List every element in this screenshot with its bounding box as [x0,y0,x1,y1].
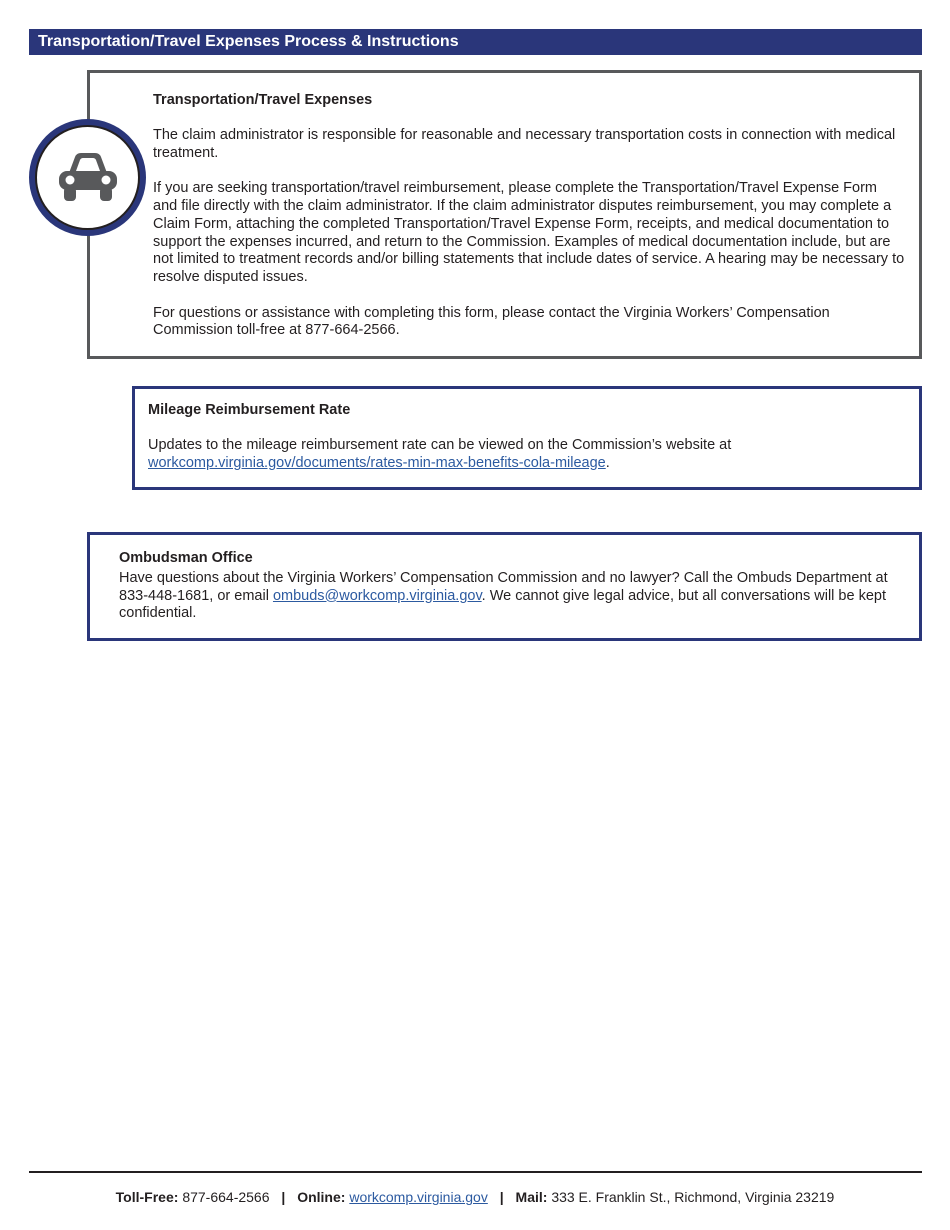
footer-tollfree-label: Toll-Free: [115,1189,179,1205]
transportation-content [153,92,905,358]
mileage-rates-link[interactable]: workcomp.virginia.gov/documents/rates-min-max-benefits-cola-mileage [148,454,606,471]
ombudsman-box [87,532,922,641]
mileage-heading: Mileage Reimbursement Rate [148,402,351,418]
ombudsman-email-link[interactable]: ombuds@workcomp.virginia.gov [272,587,482,604]
mileage-text-body: Updates to the mileage reimbursement rate can be viewed on the Commission’s website at [148,437,732,453]
mileage-box [132,386,922,490]
car-icon-badge-inner [35,125,140,230]
ombudsman-heading: Ombudsman Office [119,550,253,566]
mileage-text [148,437,907,472]
transportation-heading: Transportation/Travel Expenses [153,92,373,108]
mileage-content [148,402,907,472]
transportation-box [87,70,922,359]
footer-mail-value: 333 E. Franklin St., Richmond, Virginia 23219 [551,1189,835,1205]
footer-tollfree-value: 877-664-2566 [182,1189,270,1205]
ombudsman-text [119,570,907,623]
transportation-paragraph-1: The claim administrator is responsible for reasonable and necessary transportation costs in connection with medical treatment. [153,127,896,161]
footer-online-label: Online: [297,1189,346,1205]
ombudsman-text-before: Have questions about the Virginia Workers’ Compensation Commission and no lawyer? Call the Ombuds Department at 833-448-1681, or email [119,570,888,604]
transportation-paragraph-3: For questions or assistance with completing this form, please contact the Virginia Workers’ Compensation Commission toll-free at 877-664-2566. [153,304,830,339]
footer-divider [29,1171,922,1173]
mileage-text-period: . [605,454,610,471]
footer-website-link[interactable]: workcomp.virginia.gov [349,1189,488,1205]
transportation-paragraph-2: If you are seeking transportation/travel reimbursement, please complete the Transportation/Travel Expense Form and file directly with the claim administrator. If the claim administrator disputes reimbursement, you may complete a Claim Form, attaching the completed Transportation/Travel Expense Form, receipts, and medical documentation to support the expenses incurred, and return to the Commission. Examples of medical documentation include, but are not limited to treatment records and/or billing statements that include dates of service. A hearing may be necessary to resolve disputed issues. [153,180,905,285]
ombudsman-text-after: . We cannot give legal advice, but all conversations will be kept confidential. [119,587,886,622]
car-icon [57,151,119,203]
section-header: Transportation/Travel Expenses Process & Instructions [29,29,922,55]
ombudsman-content [119,550,907,623]
footer-mail-label: Mail: [515,1189,548,1205]
footer [0,1189,950,1205]
footer-separator-1: | [281,1189,286,1205]
car-icon-badge [29,119,146,236]
footer-separator-2: | [499,1189,504,1205]
